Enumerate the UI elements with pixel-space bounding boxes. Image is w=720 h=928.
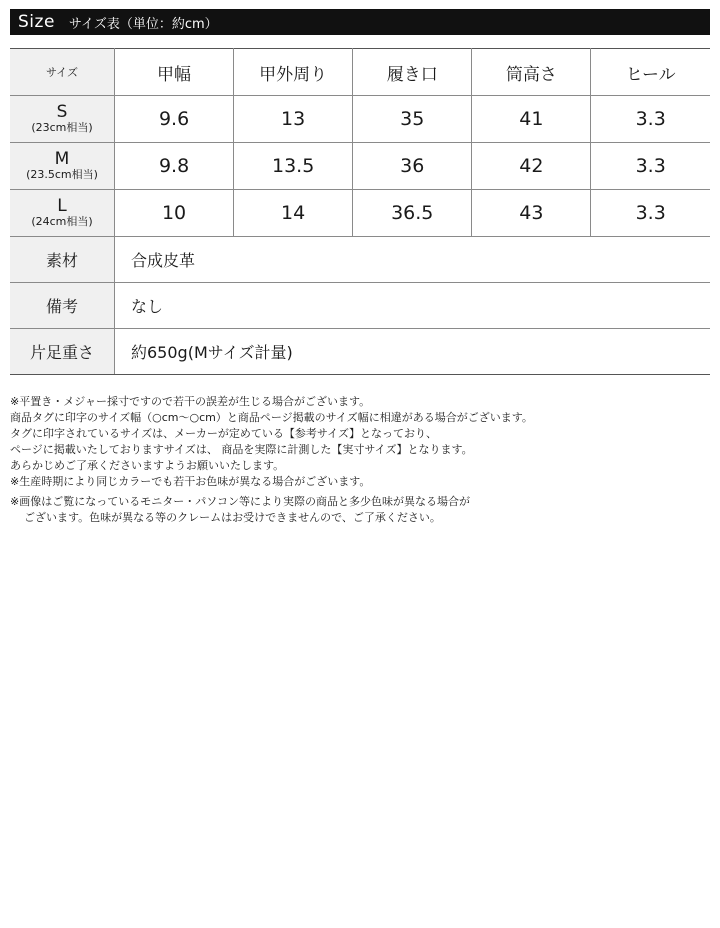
size-label-cell: [10, 143, 115, 190]
table-cell: 10: [115, 190, 234, 237]
table-cell: 35: [353, 96, 472, 143]
table-cell: 13.5: [234, 143, 353, 190]
column-header: 筒高さ: [472, 49, 591, 96]
header-subtitle: サイズ表（単位：約cm）: [68, 16, 218, 32]
table-cell: 14: [234, 190, 353, 237]
table-cell: 42: [472, 143, 591, 190]
size-note: (24cm相当): [31, 215, 93, 229]
column-header: ヒール: [591, 49, 710, 96]
table-cell: 3.3: [591, 143, 710, 190]
notes-section: [10, 394, 710, 526]
table-cell: 41: [472, 96, 591, 143]
note-line: ※平置き・メジャー採寸ですので若干の誤差が生じる場合がございます。: [10, 395, 371, 408]
info-value: なし: [115, 283, 711, 329]
info-value: 約650g(Mサイズ計量): [115, 329, 711, 375]
size-label-cell: [10, 190, 115, 237]
table-cell: 36.5: [353, 190, 472, 237]
info-label: 素材: [10, 237, 115, 283]
table-row: [10, 143, 710, 190]
header-title: Size: [18, 12, 55, 32]
table-cell: 3.3: [591, 96, 710, 143]
table-cell: 9.6: [115, 96, 234, 143]
note-line: ページに掲載いたしておりますサイズは、 商品を実際に計測した【実寸サイズ】となります。: [10, 443, 473, 456]
table-cell: 36: [353, 143, 472, 190]
info-value: 合成皮革: [115, 237, 711, 283]
table-cell: 13: [234, 96, 353, 143]
column-header: 履き口: [353, 49, 472, 96]
note-line: ※生産時期により同じカラーでも若干お色味が異なる場合がございます。: [10, 475, 371, 488]
note-line: あらかじめご了承くださいますようお願いいたします。: [10, 459, 285, 472]
size-note: (23cm相当): [31, 121, 93, 135]
size-label-cell: [10, 96, 115, 143]
note-line: タグに印字されているサイズは、メーカーが定めている【参考サイズ】となっており、: [10, 427, 438, 440]
size-name: S: [56, 101, 68, 122]
weight-row: [10, 329, 710, 375]
table-row: [10, 96, 710, 143]
table-row: [10, 190, 710, 237]
size-table: [10, 48, 710, 375]
material-row: [10, 237, 710, 283]
size-name: L: [57, 195, 67, 216]
info-label: 備考: [10, 283, 115, 329]
note-line: ※画像はご覧になっているモニター・パソコン等により実際の商品と多少色味が異なる場合が: [10, 495, 470, 508]
remarks-row: [10, 283, 710, 329]
size-header-bar: [10, 9, 710, 35]
table-cell: 43: [472, 190, 591, 237]
column-header: 甲外周り: [234, 49, 353, 96]
table-header-row: [10, 49, 710, 96]
size-note: (23.5cm相当): [26, 168, 98, 182]
table-cell: 3.3: [591, 190, 710, 237]
note-line: 商品タグに印字のサイズ幅（○cm～○cm）と商品ページ掲載のサイズ幅に相違がある場合がございます。: [10, 411, 533, 424]
note-line: ございます。色味が異なる等のクレームはお受けできませんので、ご了承ください。: [24, 511, 441, 524]
column-header: 甲幅: [115, 49, 234, 96]
size-name: M: [54, 148, 70, 169]
corner-label: サイズ: [10, 49, 115, 96]
table-cell: 9.8: [115, 143, 234, 190]
info-label: 片足重さ: [10, 329, 115, 375]
